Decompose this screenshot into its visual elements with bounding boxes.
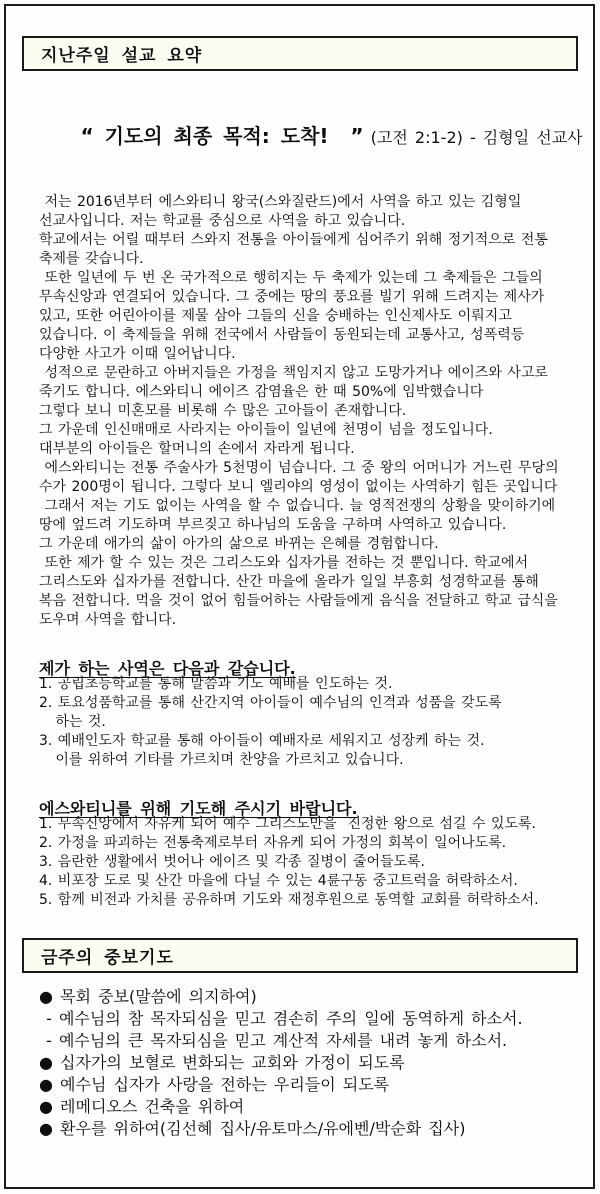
text-line: 5. 함께 비전과 가치를 공유하며 기도와 재정후원으로 동역할 교회를 허락하소서. <box>39 892 539 908</box>
text-line: 이를 위하여 기타를 가르치며 찬양을 가르치고 있습니다. <box>39 752 404 768</box>
intercession-header-label: 금주의 중보기도 <box>41 948 174 968</box>
text-line: 무속신앙과 연결되어 있습니다. 그 중에는 땅의 풍요를 빌기 위해 드려지는 제사가 <box>39 289 545 305</box>
text-line: 그래서 저는 기도 없이는 사역을 할 수 없습니다. 늘 영적전쟁의 상황을 맞이하기에 <box>39 498 556 514</box>
text-line: 수가 200명이 됩니다. 그렇다 보니 엘리야의 영성이 없이는 사역하기 힘든 곳입니다 <box>39 479 558 495</box>
text-line: 땅에 엎드려 기도하며 부르짖고 하나님의 도움을 구하며 사역하고 있습니다. <box>39 517 507 533</box>
text-line: ● 십자가의 보혈로 변화되는 교회와 가정이 되도록 <box>39 1053 405 1072</box>
text-line: 학교에서는 어릴 때부터 스와지 전통을 아이들에게 심어주기 위해 정기적으로 전통 <box>39 232 548 248</box>
text-line: 2. 토요성품학교를 통해 산간지역 아이들이 예수님의 인격과 성품을 갖도록 <box>39 695 502 711</box>
sermon-title-quote: “ 기도의 최종 목적: 도착! ” <box>80 124 364 148</box>
text-line: 3. 예배인도자 학교를 통해 아이들이 예배자로 세워지고 성장케 하는 것. <box>39 733 485 749</box>
text-line: 도우며 사역을 합니다. <box>39 612 177 628</box>
text-line: 복음 전합니다. 먹을 것이 없어 힘들어하는 사람들에게 음식을 전달하고 학교 급식을 <box>39 593 558 609</box>
text-line: 있고, 또한 어린아이를 제물 삼아 그들의 신을 숭배하는 인신제사도 이뤄지고 <box>39 308 512 324</box>
text-line: 그 가운데 애가의 삶이 아가의 삶으로 바뀌는 은혜를 경험합니다. <box>39 536 439 552</box>
prayer-requests-list <box>39 815 575 910</box>
sermon-title-reference: (고전 2:1-2) - 김형일 선교사 <box>363 128 583 147</box>
text-line: - 예수님의 큰 목자되심을 믿고 계산적 자세를 내려 놓게 하소서. <box>39 1031 508 1050</box>
text-line: 저는 2016년부터 에스와티니 왕국(스와질란드)에서 사역을 하고 있는 김형일 <box>39 194 522 210</box>
text-line: 성적으로 문란하고 아버지들은 가정을 책임지지 않고 도망가거나 에이즈와 사고로 <box>39 365 548 381</box>
text-line: ● 레메디오스 건축을 위하여 <box>39 1097 245 1116</box>
text-line: 에스와티니는 전통 주술사가 5천명이 넘습니다. 그 중 왕의 어머니가 거느린 무당의 <box>39 460 559 476</box>
ministry-heading: 제가 하는 사역은 다음과 같습니다. <box>39 659 296 678</box>
prayer-requests-heading: 에스와티니를 위해 기도해 주시기 바랍니다. <box>39 799 358 818</box>
text-line: 선교사입니다. 저는 학교를 중심으로 사역을 하고 있습니다. <box>39 213 406 229</box>
sermon-summary-header-label: 지난주일 설교 요약 <box>41 46 203 66</box>
text-line: 그 가운데 인신매매로 사라지는 아이들이 일년에 천명이 넘을 정도입니다. <box>39 422 493 438</box>
text-line: 하는 것. <box>39 714 106 730</box>
ministry-list <box>39 675 575 770</box>
text-line: 축제를 갖습니다. <box>39 251 144 267</box>
text-line: 4. 비포장 도로 및 산간 마을에 다닐 수 있는 4륜구동 중고트럭을 허락하소서. <box>39 873 518 889</box>
intercession-list <box>39 986 575 1140</box>
text-line: 2. 가정을 파괴하는 전통축제로부터 자유케 되어 가정의 회복이 일어나도록. <box>39 835 507 851</box>
text-line: 1. 무속신앙에서 자유케 되어 예수 그리스도만을 진정한 왕으로 섬길 수 있도록. <box>39 816 537 832</box>
text-line: 그렇다 보니 미혼모를 비롯해 수 많은 고아들이 존재합니다. <box>39 403 407 419</box>
page-border <box>4 4 595 1189</box>
text-line: ● 목회 중보(말씀에 의지하여) <box>39 987 257 1006</box>
sermon-body-text <box>39 193 575 630</box>
sermon-title <box>50 101 585 168</box>
text-line: 3. 음란한 생활에서 벗어나 에이즈 및 각종 질병이 줄어들도록. <box>39 854 425 870</box>
text-line: ● 환우를 위하여(김선혜 집사/유토마스/유에벤/박순화 집사) <box>39 1119 466 1138</box>
section-header-intercession <box>22 938 578 973</box>
text-line: 또한 일년에 두 번 온 국가적으로 행히지는 두 축제가 있는데 그 축제들은 그들의 <box>39 270 543 286</box>
text-line: ● 예수님 십자가 사랑을 전하는 우리들이 되도록 <box>39 1075 390 1094</box>
text-line: 다양한 사고가 이때 일어납니다. <box>39 346 236 362</box>
text-line: 죽기도 합니다. 에스와티니 에이즈 감염율은 한 때 50%에 임박했습니다 <box>39 384 484 400</box>
text-line: 있습니다. 이 축제들을 위해 전국에서 사람들이 동원되는데 교통사고, 성폭력등 <box>39 327 525 343</box>
text-line: 1. 공립초등학교를 통해 말씀과 기도 예배를 인도하는 것. <box>39 676 393 692</box>
text-line: 그리스도와 십자가를 전합니다. 산간 마을에 올라가 일일 부흥회 성경학교를 통해 <box>39 574 539 590</box>
text-line: 또한 제가 할 수 있는 것은 그리스도와 십자가를 전하는 것 뿐입니다. 학교에서 <box>39 555 529 571</box>
text-line: - 예수님의 참 목자되심을 믿고 겸손히 주의 일에 동역하게 하소서. <box>39 1009 523 1028</box>
section-header-sermon-summary <box>22 36 578 71</box>
text-line: 대부분의 아이들은 할머니의 손에서 자라게 됩니다. <box>39 441 355 457</box>
